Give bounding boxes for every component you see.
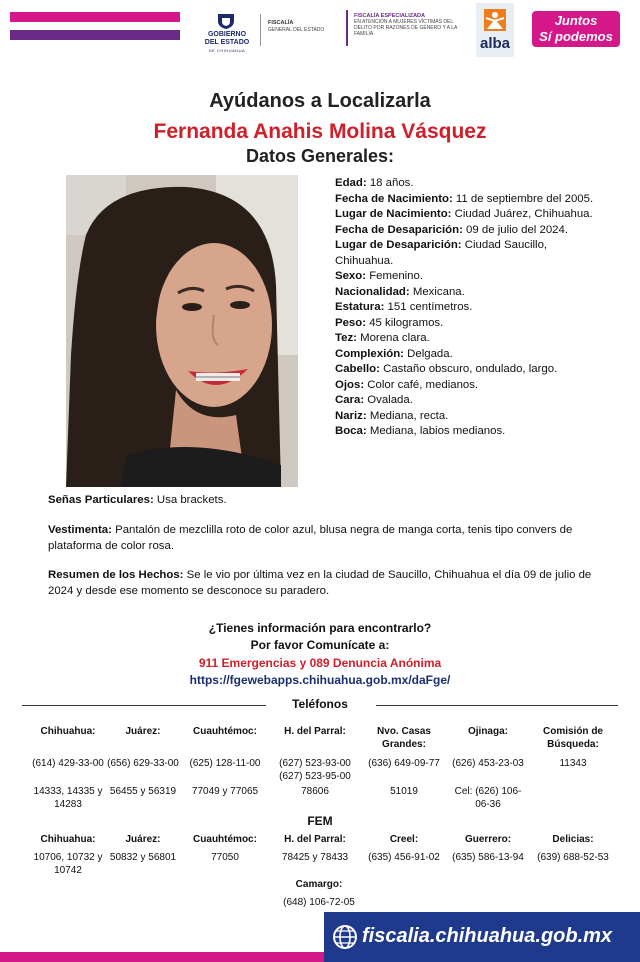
emergency-numbers: 911 Emergencias y 089 Denuncia Anónima bbox=[198, 656, 442, 670]
fem-title: FEM bbox=[307, 814, 333, 828]
phone-number: (614) 429-33-00 bbox=[32, 758, 104, 769]
fem-phone-header: H. del Parral: bbox=[284, 834, 346, 845]
fem-phone-number: 77050 bbox=[211, 852, 239, 863]
detail-value: Ciudad Juárez, Chihuahua. bbox=[454, 208, 593, 220]
phone-number: 11343 bbox=[559, 758, 587, 769]
detail-value: Mediana, recta. bbox=[369, 409, 449, 422]
fem-phone-header: Cuauhtémoc: bbox=[193, 834, 257, 845]
phone-extension: 78606 bbox=[301, 786, 329, 797]
divider-line bbox=[376, 705, 618, 706]
detail-row bbox=[335, 223, 597, 239]
fem-phone-header: Chihuahua: bbox=[40, 834, 96, 845]
footer-website-link[interactable]: fiscalia.chihuahua.gob.mx bbox=[362, 925, 613, 947]
detail-row bbox=[335, 269, 597, 285]
detail-row bbox=[335, 393, 597, 409]
phone-header-camargo: Camargo: bbox=[295, 879, 343, 890]
detail-value: 11 de septiembre del 2005. bbox=[455, 192, 594, 205]
phone-header: Chihuahua: bbox=[40, 726, 96, 737]
fem-phone-number: (635) 586-13-94 bbox=[452, 852, 524, 863]
detail-label: Edad: bbox=[335, 177, 367, 189]
detail-value: Mediana, labios medianos. bbox=[369, 425, 506, 437]
detail-value: 18 años. bbox=[369, 177, 414, 189]
contact-prompt: Por favor Comunícate a: bbox=[250, 638, 390, 652]
detail-row bbox=[335, 238, 597, 269]
detail-value: Mexicana. bbox=[412, 285, 465, 298]
detail-label: Fecha de Nacimiento: bbox=[335, 192, 453, 205]
footer-stripe-magenta bbox=[0, 952, 324, 962]
general-details bbox=[335, 176, 597, 440]
detail-value: Ciudad Saucillo, Chihuahua. bbox=[335, 239, 548, 267]
detail-label: Peso: bbox=[335, 316, 367, 329]
detail-label: Cabello: bbox=[335, 363, 380, 375]
fem-phone-number: (635) 456-91-02 bbox=[368, 852, 440, 863]
phone-extension: 14333, 14335 y 14283 bbox=[33, 786, 103, 810]
detail-value: Color café, medianos. bbox=[367, 378, 479, 391]
detail-row bbox=[335, 424, 597, 440]
juntos-si-podemos-badge: Juntos Sí podemos bbox=[532, 11, 620, 47]
fem-phone-number: 10706, 10732 y 10742 bbox=[33, 852, 103, 876]
detail-row bbox=[335, 362, 597, 378]
fem-phone-header: Delicias: bbox=[552, 834, 594, 845]
detail-row bbox=[335, 347, 597, 363]
fem-logo-text: FISCALÍA ESPECIALIZADA EN ATENCIÓN A MUJERES VÍCTIMAS DEL DELITO POR RAZONES DE GÉNERO Y A LA FAMILIA bbox=[354, 13, 458, 37]
phone-extension: 51019 bbox=[390, 786, 418, 797]
detail-row bbox=[335, 409, 597, 425]
detail-value: 45 kilogramos. bbox=[369, 316, 444, 329]
detail-row bbox=[335, 331, 597, 347]
phone-header: Cuauhtémoc: bbox=[193, 726, 257, 737]
distinguishing-marks: Señas Particulares: Usa brackets. bbox=[48, 494, 227, 506]
detail-label: Lugar de Nacimiento: bbox=[335, 208, 452, 220]
header-divider bbox=[346, 10, 348, 46]
person-name: Fernanda Anahis Molina Vásquez bbox=[153, 120, 487, 143]
phone-header: Juárez: bbox=[125, 726, 161, 737]
phone-extension: 56455 y 56319 bbox=[109, 786, 177, 797]
phone-number: (656) 629-33-00 bbox=[107, 758, 179, 769]
detail-label: Fecha de Desaparición: bbox=[335, 223, 463, 236]
alba-figure-icon bbox=[484, 9, 506, 31]
phone-header: H. del Parral: bbox=[284, 726, 346, 737]
phone-extension: 77049 y 77065 bbox=[191, 786, 259, 797]
detail-value: 09 de julio del 2024. bbox=[466, 223, 569, 236]
header-stripe-magenta bbox=[10, 12, 180, 22]
clothing-description: Vestimenta: Pantalón de mezclilla roto de color azul, blusa negra de manga corta, tenis tipo convers de plataforma de color rosa. bbox=[48, 524, 573, 552]
person-photo bbox=[66, 175, 298, 487]
detail-label: Nacionalidad: bbox=[335, 285, 410, 298]
detail-row bbox=[335, 192, 597, 208]
phone-number: (627) 523-93-00 (627) 523-95-00 bbox=[279, 758, 351, 782]
detail-value: 151 centímetros. bbox=[387, 301, 473, 313]
detail-row bbox=[335, 176, 597, 192]
fem-phone-number: 78425 y 78433 bbox=[281, 852, 349, 863]
fem-phone-number: 50832 y 56801 bbox=[109, 852, 177, 863]
phone-header: Ojinaga: bbox=[467, 726, 508, 737]
detail-label: Lugar de Desaparición: bbox=[335, 239, 462, 251]
fem-phone-number: (639) 688-52-53 bbox=[537, 852, 609, 863]
phone-number: (625) 128-11-00 bbox=[189, 758, 261, 769]
phone-number: (636) 649-09-77 bbox=[368, 758, 440, 769]
detail-label: Estatura: bbox=[335, 301, 385, 313]
detail-value: Femenino. bbox=[369, 270, 424, 282]
detail-value: Delgada. bbox=[407, 347, 453, 360]
detail-label: Complexión: bbox=[335, 347, 404, 360]
phone-number-camargo: (648) 106-72-05 bbox=[283, 897, 355, 908]
info-question: ¿Tienes información para encontrarlo? bbox=[208, 621, 432, 635]
page-title: Ayúdanos a Localizarla bbox=[209, 90, 431, 112]
detail-value: Morena clara. bbox=[360, 332, 430, 344]
detail-row bbox=[335, 300, 597, 316]
detail-value: Ovalada. bbox=[367, 394, 413, 406]
header-divider bbox=[260, 14, 261, 46]
alba-logo bbox=[476, 3, 514, 57]
detail-label: Ojos: bbox=[335, 378, 365, 391]
detail-row bbox=[335, 285, 597, 301]
alba-word: alba bbox=[479, 35, 510, 52]
fem-phone-header: Juárez: bbox=[125, 834, 161, 845]
phone-header: Comisión de Búsqueda: bbox=[542, 726, 603, 750]
detail-value: Castaño obscuro, ondulado, largo. bbox=[383, 363, 558, 375]
detail-label: Sexo: bbox=[335, 270, 367, 282]
header-stripe-purple bbox=[10, 30, 180, 40]
detail-row bbox=[335, 316, 597, 332]
detail-label: Cara: bbox=[335, 394, 365, 406]
report-url-link[interactable]: https://fgewebapps.chihuahua.gob.mx/daFge/ bbox=[189, 673, 451, 687]
state-shield-icon bbox=[216, 12, 236, 30]
detail-label: Tez: bbox=[335, 332, 357, 344]
phones-title: Teléfonos bbox=[292, 697, 348, 711]
fem-phone-header: Guerrero: bbox=[464, 834, 512, 845]
detail-row bbox=[335, 378, 597, 394]
fiscalia-logo-text: FISCALÍA GENERAL DEL ESTADO bbox=[268, 20, 325, 33]
gobierno-logo-text: GOBIERNO DEL ESTADO DE CHIHUAHUA bbox=[204, 31, 250, 53]
detail-label: Boca: bbox=[335, 425, 367, 437]
globe-icon bbox=[332, 924, 358, 950]
phone-header: Nvo. Casas Grandes: bbox=[377, 726, 431, 750]
detail-label: Nariz: bbox=[335, 409, 367, 422]
fem-phone-header: Creel: bbox=[389, 834, 419, 845]
phone-extension: Cel: (626) 106-06-36 bbox=[454, 786, 522, 810]
section-title: Datos Generales: bbox=[245, 146, 395, 166]
detail-row bbox=[335, 207, 597, 223]
phone-number: (626) 453-23-03 bbox=[452, 758, 524, 769]
facts-summary: Resumen de los Hechos: Se le vio por última vez en la ciudad de Saucillo, Chihuahua el día 09 de julio de 2024 y desde ese momento se desconoce su paradero. bbox=[48, 569, 592, 597]
